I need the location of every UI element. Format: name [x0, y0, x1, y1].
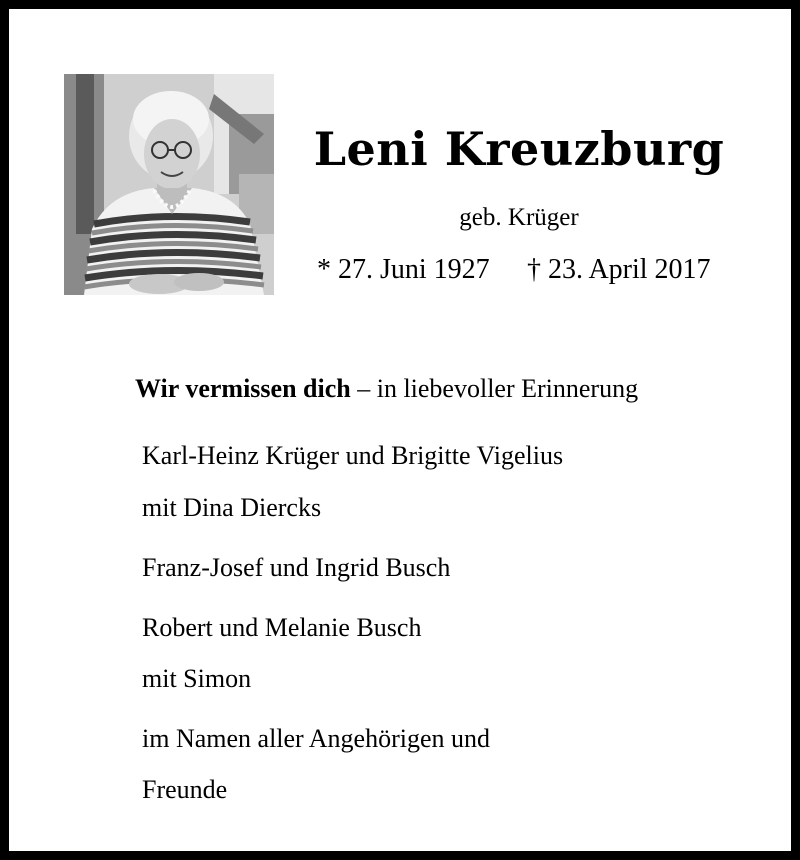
- mourner-line: Freunde: [142, 775, 228, 804]
- portrait-image: [64, 74, 274, 295]
- death-date: † 23. April 2017: [527, 254, 711, 285]
- tagline-bold: Wir vermissen dich: [135, 374, 351, 403]
- birth-name: geb. Krüger: [459, 204, 579, 231]
- mourner-line: mit Simon: [142, 664, 252, 693]
- mourner-line: im Namen aller Angehörigen und: [142, 724, 491, 753]
- mourner-line: Franz-Josef und Ingrid Busch: [142, 553, 451, 582]
- portrait-photo: [64, 74, 274, 295]
- deceased-name: Leni Kreuzburg: [313, 122, 725, 176]
- tagline-rest: – in liebevoller Erinnerung: [350, 374, 639, 403]
- mourner-line: mit Dina Diercks: [142, 493, 322, 522]
- memorial-tagline: [135, 371, 638, 407]
- birth-date: * 27. Juni 1927: [317, 254, 490, 285]
- mourner-line: Karl-Heinz Krüger und Brigitte Vigelius: [142, 441, 564, 470]
- mourner-line: Robert und Melanie Busch: [142, 613, 422, 642]
